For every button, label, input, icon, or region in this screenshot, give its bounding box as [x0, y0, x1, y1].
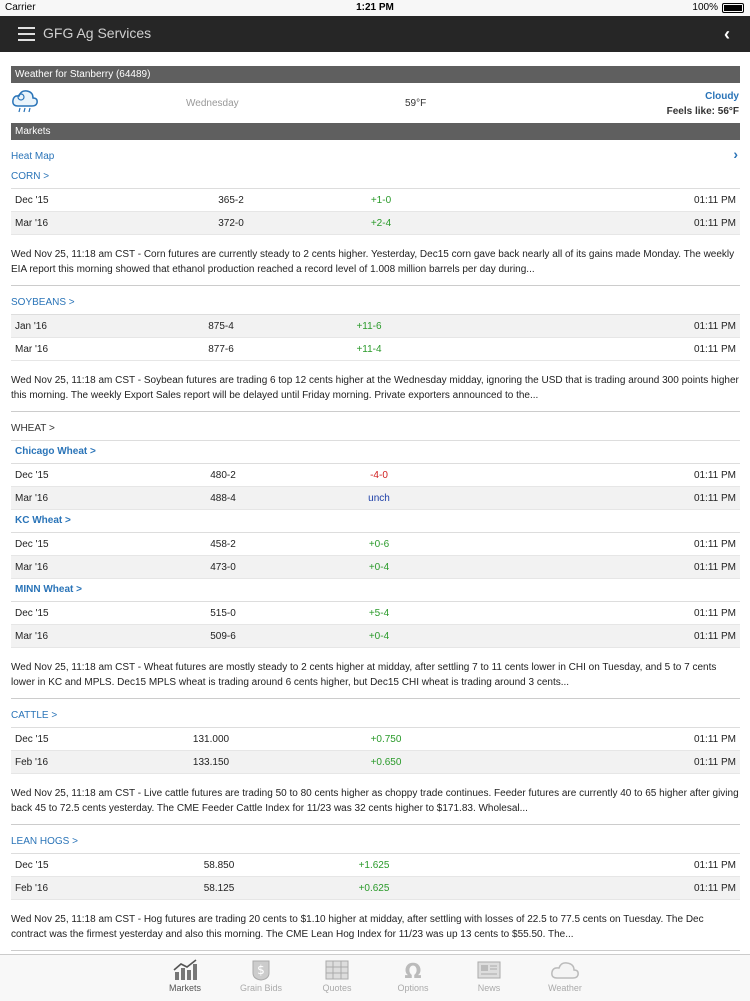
tab-label: Options	[397, 983, 429, 993]
weather-feels-like: Feels like: 56°F	[666, 106, 739, 117]
quote-time: 01:11 PM	[693, 562, 736, 573]
table-row[interactable]	[11, 487, 740, 510]
battery-percent: 100%	[692, 2, 718, 13]
quote-time: 01:11 PM	[693, 883, 736, 894]
change-value: +11-6	[356, 321, 382, 332]
tab-news[interactable]	[454, 959, 524, 993]
change-value: +0-6	[368, 539, 390, 550]
lean-hogs-category-link[interactable]: LEAN HOGS >	[11, 831, 740, 854]
tab-markets[interactable]	[150, 959, 220, 993]
lean-hogs-news[interactable]: Wed Nov 25, 11:18 am CST - Hog futures are trading 20 cents to $1.10 higher at midday, after settling with losses of 22.5 to 77.5 cents on Tuesday. The Dec contract was the firmest yesterday and also this morning. The CME Lean Hog Index for 11/23 was up 13 cents to $55.50. The...	[11, 900, 740, 951]
app-title: GFG Ag Services	[43, 25, 152, 41]
change-value: +0.650	[370, 757, 402, 768]
chevron-right-icon: ›	[733, 146, 738, 162]
main-content	[11, 66, 740, 957]
tab-options[interactable]	[378, 959, 448, 993]
quote-time: 01:11 PM	[693, 470, 736, 481]
cattle-category-link[interactable]: CATTLE >	[11, 705, 740, 728]
price-value: 875-4	[208, 321, 234, 332]
change-value: +0-4	[368, 562, 390, 573]
svg-text:$: $	[257, 963, 265, 977]
contract-month: Dec '15	[15, 539, 49, 550]
quote-time: 01:11 PM	[693, 734, 736, 745]
options-omega-icon	[400, 959, 426, 981]
quote-time: 01:11 PM	[693, 757, 736, 768]
table-row[interactable]	[11, 751, 740, 774]
contract-month: Feb '16	[15, 757, 49, 768]
table-row[interactable]	[11, 602, 740, 625]
tab-label: Markets	[168, 983, 201, 993]
table-row[interactable]	[11, 533, 740, 556]
tab-label: News	[477, 983, 501, 993]
table-row[interactable]	[11, 625, 740, 648]
change-value: unch	[368, 493, 390, 504]
news-icon	[476, 959, 502, 981]
price-value: 133.150	[192, 757, 230, 768]
price-value: 877-6	[208, 344, 234, 355]
weather-summary[interactable]	[11, 83, 740, 123]
table-row[interactable]	[11, 877, 740, 900]
change-value: +2-4	[370, 218, 392, 229]
price-value: 372-0	[218, 218, 244, 229]
weather-header: Weather for Stanberry (64489)	[11, 66, 740, 83]
cattle-news[interactable]: Wed Nov 25, 11:18 am CST - Live cattle futures are trading 50 to 80 cents higher as choppy trade continues. Feeder futures are currently 40 to 65 higher after giving back 45 to 72.5 cents yesterday. The CME Feeder Cattle Index for 11/23 was 32 cents higher to $171.83. Wholesal...	[11, 774, 740, 825]
status-time: 1:21 PM	[356, 2, 394, 13]
table-row[interactable]	[11, 189, 740, 212]
contract-month: Mar '16	[15, 493, 49, 504]
contract-month: Dec '15	[15, 860, 49, 871]
weather-condition: Cloudy	[705, 91, 739, 102]
kc-wheat-link[interactable]: KC Wheat >	[11, 510, 740, 533]
weather-cloud-icon	[550, 959, 580, 981]
contract-month: Dec '15	[15, 470, 49, 481]
table-row[interactable]	[11, 556, 740, 579]
quote-time: 01:11 PM	[693, 321, 736, 332]
price-value: 58.125	[203, 883, 235, 894]
hamburger-menu-icon[interactable]	[18, 27, 35, 41]
change-value: +11-4	[356, 344, 382, 355]
change-value: +0-4	[368, 631, 390, 642]
change-value: +0.750	[370, 734, 402, 745]
change-value: -4-0	[370, 470, 388, 481]
quotes-grid-icon	[324, 959, 350, 981]
quote-time: 01:11 PM	[693, 608, 736, 619]
contract-month: Mar '16	[15, 218, 49, 229]
change-value: +5-4	[368, 608, 390, 619]
table-row[interactable]	[11, 854, 740, 877]
contract-month: Dec '15	[15, 195, 49, 206]
corn-news[interactable]: Wed Nov 25, 11:18 am CST - Corn futures are currently steady to 2 cents higher. Yesterday, Dec15 corn gave back nearly all of its gains made Monday. The weekly EIA report this morning showed that ethanol production reached a record level of 1.008 million barrels per day during...	[11, 235, 740, 286]
contract-month: Feb '16	[15, 883, 49, 894]
soybeans-news[interactable]: Wed Nov 25, 11:18 am CST - Soybean futures are trading 6 top 12 cents higher at the Wednesday midday, ignoring the USD that is trading around 300 points higher this morning. The weekly Export Sales report will be delayed until Friday morning. Private exporters announced to the...	[11, 361, 740, 412]
corn-category-link[interactable]: CORN >	[11, 166, 740, 189]
navigation-bar	[0, 16, 750, 52]
status-bar	[0, 0, 750, 16]
table-row[interactable]	[11, 338, 740, 361]
price-value: 473-0	[210, 562, 236, 573]
wheat-news[interactable]: Wed Nov 25, 11:18 am CST - Wheat futures are mostly steady to 2 cents higher at midday, after settling 7 to 11 cents lower in CHI on Tuesday, and 5 to 7 cents lower in KC and MPLS. Dec15 MPLS wheat is trading around 6 cents higher, but Dec15 CHI wheat is trading around 3 cents...	[11, 648, 740, 699]
tab-label: Grain Bids	[239, 983, 283, 993]
quote-time: 01:11 PM	[693, 195, 736, 206]
price-value: 458-2	[210, 539, 236, 550]
table-row[interactable]	[11, 728, 740, 751]
markets-chart-icon	[172, 959, 198, 981]
quote-time: 01:11 PM	[693, 631, 736, 642]
quote-time: 01:11 PM	[693, 344, 736, 355]
change-value: +0.625	[358, 883, 390, 894]
quote-time: 01:11 PM	[693, 860, 736, 871]
price-value: 131.000	[192, 734, 230, 745]
back-chevron-icon[interactable]: ‹	[724, 24, 730, 44]
price-value: 515-0	[210, 608, 236, 619]
tab-weather[interactable]	[530, 959, 600, 993]
table-row[interactable]	[11, 315, 740, 338]
contract-month: Mar '16	[15, 344, 49, 355]
change-value: +1-0	[370, 195, 392, 206]
table-row[interactable]	[11, 212, 740, 235]
carrier-label: Carrier	[5, 2, 36, 13]
change-value: +1.625	[358, 860, 390, 871]
minn-wheat-link[interactable]: MINN Wheat >	[11, 579, 740, 602]
grain-bids-icon	[248, 959, 274, 981]
battery-icon	[722, 3, 744, 13]
contract-month: Mar '16	[15, 631, 49, 642]
price-value: 365-2	[218, 195, 244, 206]
markets-header: Markets	[11, 123, 740, 140]
contract-month: Dec '15	[15, 608, 49, 619]
quote-time: 01:11 PM	[693, 218, 736, 229]
price-value: 480-2	[210, 470, 236, 481]
svg-text:Ω: Ω	[404, 959, 422, 981]
contract-month: Dec '15	[15, 734, 49, 745]
tab-bar	[0, 954, 750, 1001]
battery-status	[692, 2, 744, 13]
soybeans-category-link[interactable]: SOYBEANS >	[11, 292, 740, 315]
weather-day: Wednesday	[186, 98, 239, 109]
tab-label: Quotes	[322, 983, 352, 993]
contract-month: Jan '16	[15, 321, 47, 332]
cloud-rain-icon	[11, 88, 39, 114]
wheat-category-link[interactable]: WHEAT >	[11, 418, 740, 441]
tab-label: Weather	[548, 983, 582, 993]
tab-grain-bids[interactable]	[226, 959, 296, 993]
contract-month: Mar '16	[15, 562, 49, 573]
table-row[interactable]	[11, 464, 740, 487]
chicago-wheat-link[interactable]: Chicago Wheat >	[11, 441, 740, 464]
weather-temp: 59°F	[405, 98, 427, 109]
quote-time: 01:11 PM	[693, 493, 736, 504]
price-value: 58.850	[203, 860, 235, 871]
quote-time: 01:11 PM	[693, 539, 736, 550]
tab-quotes[interactable]	[302, 959, 372, 993]
price-value: 509-6	[210, 631, 236, 642]
price-value: 488-4	[210, 493, 236, 504]
heat-map-link[interactable]	[11, 144, 740, 166]
heat-map-label: Heat Map	[11, 151, 55, 162]
